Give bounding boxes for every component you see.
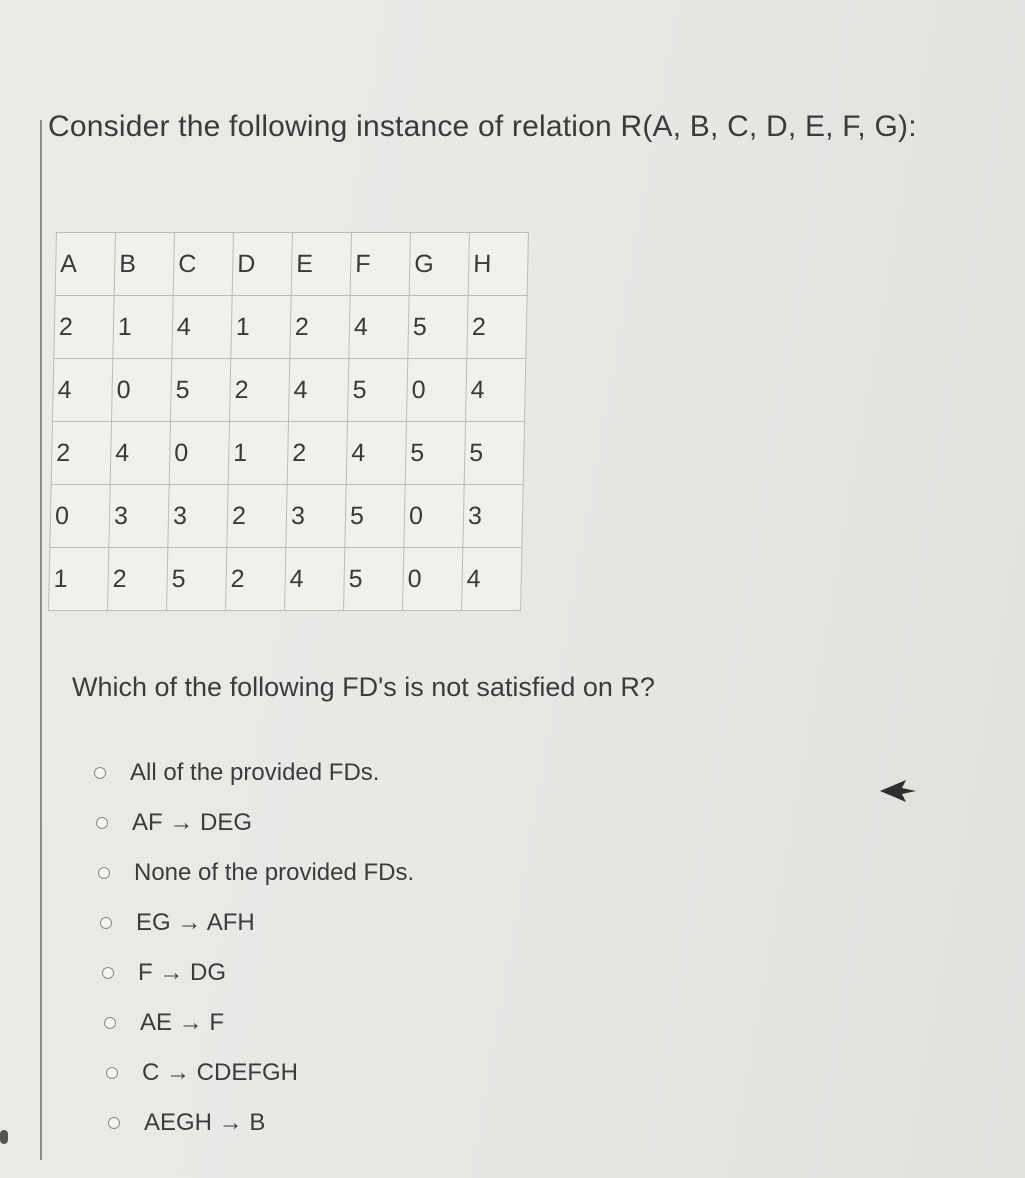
- header-cell-f: F: [350, 233, 410, 296]
- table-cell: 2: [226, 548, 286, 611]
- table-cell: 5: [344, 548, 404, 611]
- table-cell: 5: [464, 422, 524, 485]
- radio-button-icon[interactable]: [102, 967, 114, 979]
- table-header-row: [55, 233, 528, 296]
- option-af-deg[interactable]: [96, 798, 414, 848]
- table-row: [51, 422, 524, 485]
- option-eg-afh[interactable]: [100, 898, 414, 948]
- radio-button-icon[interactable]: [104, 1017, 116, 1029]
- option-aegh-b[interactable]: [108, 1098, 414, 1148]
- table-cell: 3: [109, 485, 169, 548]
- option-label: AEGH → B: [144, 1109, 266, 1136]
- table-row: [50, 485, 523, 548]
- table-cell: 5: [167, 548, 227, 611]
- radio-button-icon[interactable]: [100, 917, 112, 929]
- header-cell-d: D: [232, 233, 292, 296]
- radio-button-icon[interactable]: [94, 767, 106, 779]
- option-label: EG → AFH: [136, 909, 255, 936]
- table-cell: 3: [286, 485, 346, 548]
- table-cell: 3: [463, 485, 523, 548]
- table-cell: 5: [348, 359, 408, 422]
- table-cell: 4: [110, 422, 170, 485]
- table-cell: 1: [49, 548, 109, 611]
- radio-button-icon[interactable]: [98, 867, 110, 879]
- header-cell-h: H: [468, 233, 528, 296]
- option-none-provided[interactable]: [98, 848, 414, 898]
- radio-button-icon[interactable]: [106, 1067, 118, 1079]
- table-cell: 0: [404, 485, 464, 548]
- table-cell: 1: [231, 296, 291, 359]
- header-cell-e: E: [291, 233, 351, 296]
- table-cell: 4: [466, 359, 526, 422]
- mouse-cursor-icon: [878, 776, 918, 806]
- option-f-dg[interactable]: [102, 948, 414, 998]
- radio-button-icon[interactable]: [108, 1117, 120, 1129]
- header-cell-c: C: [173, 233, 233, 296]
- table-cell: 5: [408, 296, 468, 359]
- question-title: Consider the following instance of relation R(A, B, C, D, E, F, G):: [48, 110, 917, 143]
- table-cell: 5: [405, 422, 465, 485]
- table-cell: 0: [112, 359, 172, 422]
- table-cell: 4: [289, 359, 349, 422]
- edge-mark: [0, 1130, 8, 1144]
- header-cell-b: B: [114, 233, 174, 296]
- table-row: [49, 548, 522, 611]
- table-cell: 2: [54, 296, 114, 359]
- table-cell: 0: [169, 422, 229, 485]
- table-cell: 2: [227, 485, 287, 548]
- table-cell: 5: [171, 359, 231, 422]
- table-cell: 2: [230, 359, 290, 422]
- table-cell: 4: [346, 422, 406, 485]
- header-cell-a: A: [55, 233, 115, 296]
- option-label: AF → DEG: [132, 809, 253, 836]
- option-all-provided[interactable]: [94, 748, 414, 798]
- option-label: All of the provided FDs.: [130, 759, 380, 786]
- table-cell: 4: [462, 548, 522, 611]
- header-cell-g: G: [409, 233, 469, 296]
- question-prompt: Which of the following FD's is not satisfied on R?: [72, 672, 655, 702]
- option-label: F → DG: [138, 959, 226, 986]
- table-cell: 2: [51, 422, 111, 485]
- table-cell: 0: [407, 359, 467, 422]
- table-cell: 2: [287, 422, 347, 485]
- table-row: [53, 359, 526, 422]
- table-cell: 2: [467, 296, 527, 359]
- table-cell: 4: [285, 548, 345, 611]
- option-label: None of the provided FDs.: [134, 859, 415, 886]
- table-cell: 5: [345, 485, 405, 548]
- option-c-cdefgh[interactable]: [106, 1048, 414, 1098]
- option-label: AE → F: [140, 1009, 225, 1036]
- option-ae-f[interactable]: [104, 998, 414, 1048]
- table-cell: 4: [172, 296, 232, 359]
- table-cell: 0: [50, 485, 110, 548]
- table-cell: 4: [53, 359, 113, 422]
- table-cell: 1: [113, 296, 173, 359]
- table-row: [54, 296, 527, 359]
- table-cell: 2: [108, 548, 168, 611]
- answer-options: [94, 748, 414, 1148]
- table-cell: 0: [403, 548, 463, 611]
- table-cell: 2: [290, 296, 350, 359]
- table-cell: 1: [228, 422, 288, 485]
- option-label: C → CDEFGH: [142, 1059, 298, 1086]
- relation-table: [48, 232, 529, 611]
- radio-button-icon[interactable]: [96, 817, 108, 829]
- left-border-rule: [40, 120, 42, 1160]
- table-cell: 3: [168, 485, 228, 548]
- table-cell: 4: [349, 296, 409, 359]
